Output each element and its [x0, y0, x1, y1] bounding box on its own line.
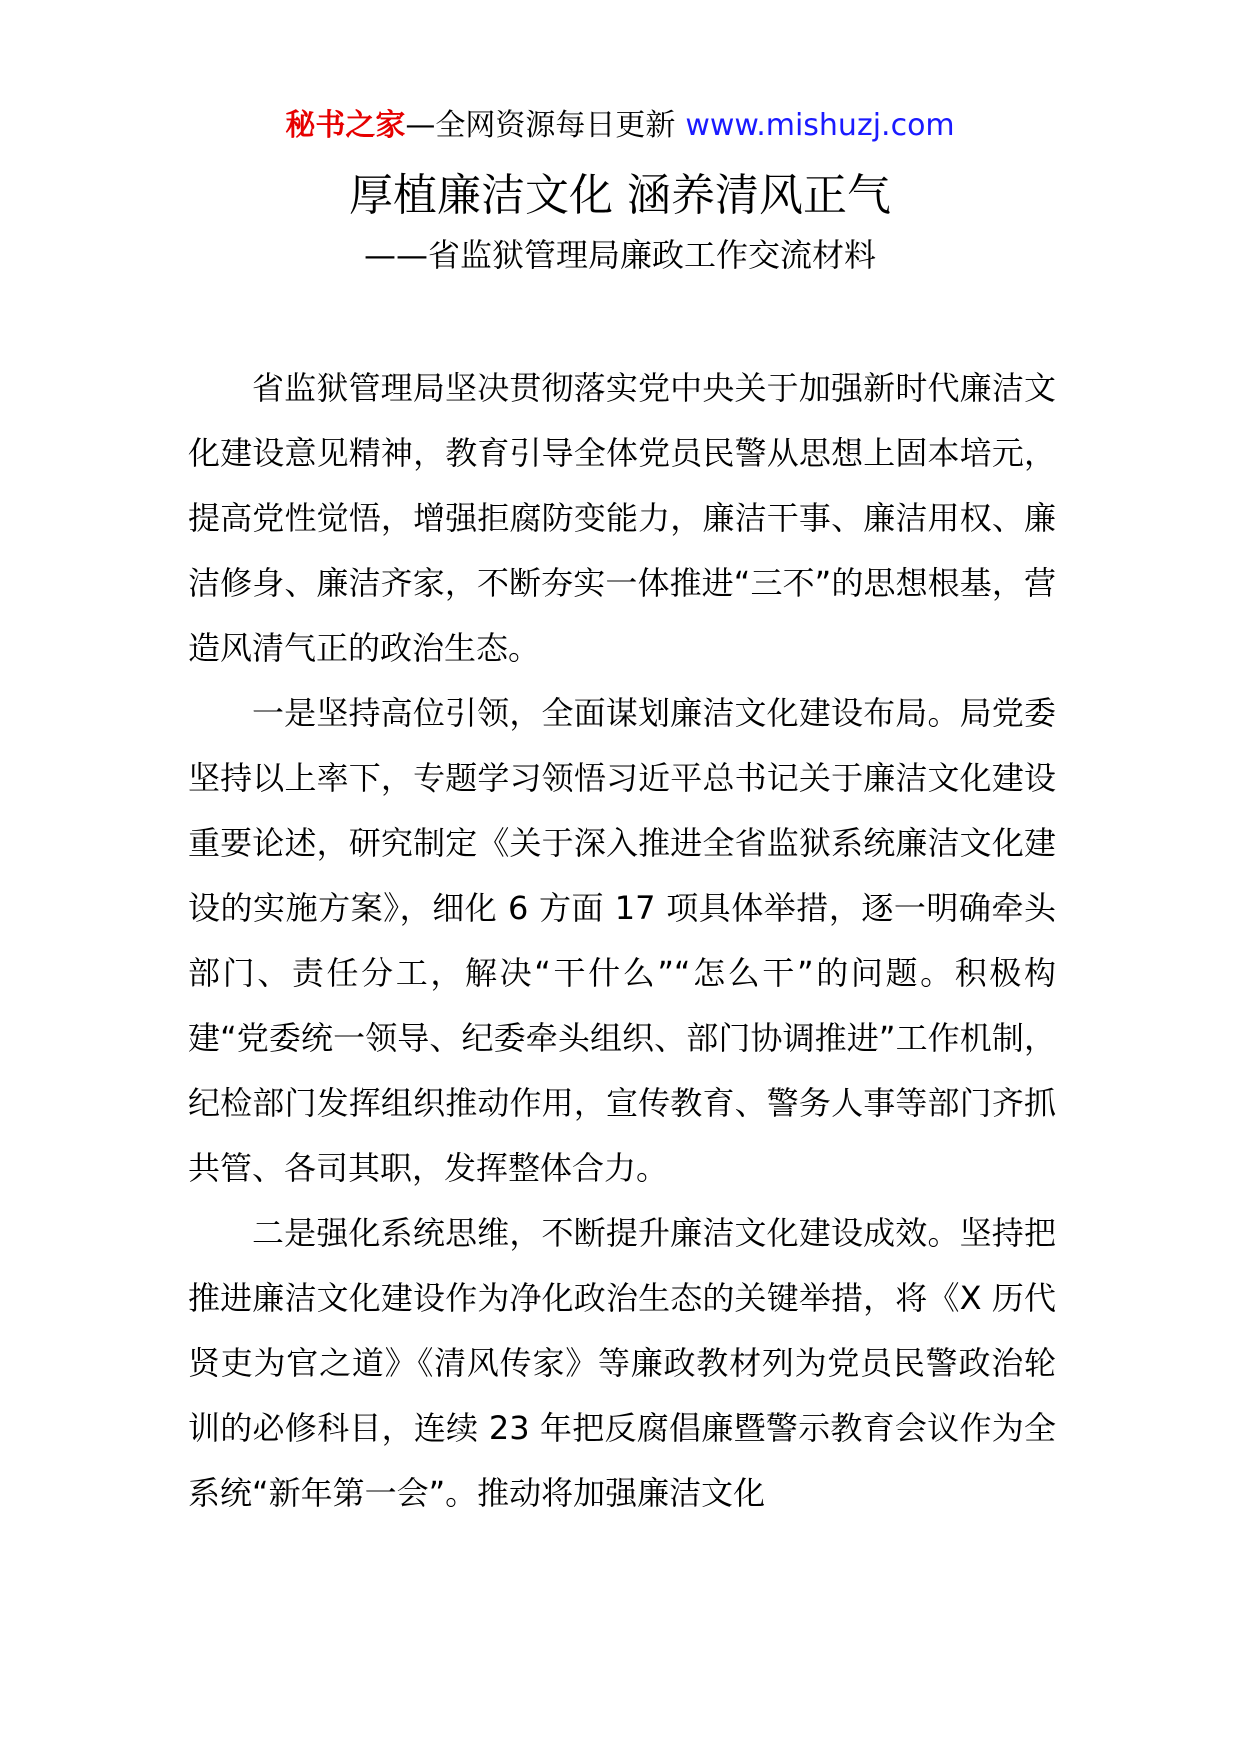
- paragraph-one: [188, 681, 1056, 1201]
- paragraph-text: 局党委坚持以上率下，专题学习领悟习近平总书记关于廉洁文化建设重要论述，研究制定《关于深入推进全省监狱系统廉洁文化建设的实施方案》，细化 6 方面 17 项具体举措，逐一明确牵头部门、责任分工，解决“干什么”“怎么干”的问题。积极构建“党委统一领导、纪委牵头组织、部门协调推进”工作机制，纪检部门发挥组织推动作用，宣传教育、警务人事等部门齐抓共管、各司其职，发挥整体合力。: [188, 694, 1056, 1187]
- paragraph-lead: 二是强化系统思维，不断提升廉洁文化建设成效。: [252, 1214, 960, 1252]
- brand-slogan: —全网资源每日更新: [405, 108, 676, 143]
- paragraph-text: 坚持把推进廉洁文化建设作为净化政治生态的关键举措，将《X 历代贤吏为官之道》《清风传家》等廉政教材列为党员民警政治轮训的必修科目，连续 23 年把反腐倡廉暨警示教育会议作为全系统“新年第一会”。推动将加强廉洁文化: [188, 1214, 1056, 1512]
- paragraph-text: 省监狱管理局坚决贯彻落实党中央关于加强新时代廉洁文化建设意见精神，教育引导全体党员民警从思想上固本培元，提高党性觉悟，增强拒腐防变能力，廉洁干事、廉洁用权、廉洁修身、廉洁齐家，不断夯实一体推进“三不”的思想根基，营造风清气正的政治生态。: [188, 369, 1056, 667]
- brand-url: www.mishuzj.com: [685, 108, 955, 143]
- brand-name: 秘书之家: [285, 108, 406, 143]
- document-title: 厚植廉洁文化 涵养清风正气: [349, 170, 891, 221]
- paragraph-lead: 一是坚持高位引领，全面谋划廉洁文化建设布局。: [252, 694, 960, 732]
- document-body: [188, 356, 1056, 1526]
- paragraph-intro: [188, 356, 1056, 681]
- watermark-header: [0, 104, 1240, 148]
- paragraph-two: [188, 1201, 1056, 1526]
- document-subtitle: ——省监狱管理局廉政工作交流材料: [363, 236, 876, 274]
